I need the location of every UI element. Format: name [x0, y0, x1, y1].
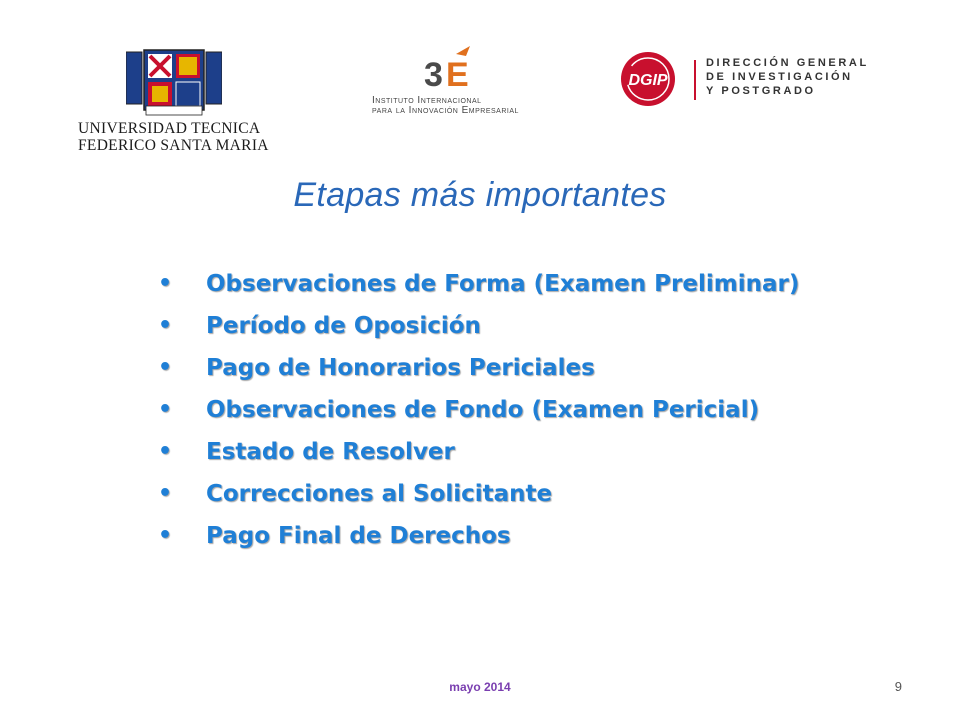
bullet-item — [158, 396, 810, 424]
iie-line1: Instituto Internacional — [372, 95, 482, 106]
bullet-dot-icon: • — [158, 481, 173, 506]
bullet-dot-icon: • — [158, 397, 173, 422]
bullet-item — [158, 312, 810, 340]
bullet-dot-icon: • — [158, 523, 173, 548]
bullet-item — [158, 438, 810, 466]
svg-text:3: 3 — [424, 56, 443, 94]
bullet-text: Pago Final de Derechos — [206, 523, 511, 549]
dgip-line2: DE INVESTIGACIÓN — [706, 71, 853, 83]
usm-name — [78, 120, 278, 154]
dgip-logo — [616, 48, 886, 108]
iie-mark-icon — [420, 46, 480, 94]
usm-logo — [78, 48, 278, 158]
bullet-text: Pago de Honorarios Periciales — [206, 355, 595, 381]
bullet-item — [158, 480, 810, 508]
dgip-line1: DIRECCIÓN GENERAL — [706, 57, 869, 69]
usm-name-line2: FEDERICO SANTA MARIA — [78, 137, 269, 154]
bullet-dot-icon: • — [158, 355, 173, 380]
dgip-badge-icon — [616, 50, 686, 108]
bullet-dot-icon: • — [158, 271, 173, 296]
bullet-item — [158, 522, 810, 550]
slide-title: Etapas más importantes — [293, 176, 667, 214]
svg-text:DGIP: DGIP — [628, 72, 668, 89]
usm-crest-icon — [126, 48, 222, 116]
bullet-text: Observaciones de Fondo (Examen Pericial) — [206, 397, 760, 423]
bullet-dot-icon: • — [158, 313, 173, 338]
dgip-line3: Y POSTGRADO — [706, 85, 816, 97]
dgip-text — [706, 56, 869, 98]
bullet-dot-icon: • — [158, 439, 173, 464]
bullet-text: Período de Oposición — [206, 313, 481, 339]
iie-line2: para la Innovación Empresarial — [372, 105, 519, 116]
bullet-item — [158, 270, 810, 298]
bullet-text: Observaciones de Forma (Examen Preliminar) — [206, 271, 800, 297]
bullet-text: Correcciones al Solicitante — [206, 481, 553, 507]
svg-text:E: E — [446, 56, 469, 94]
footer-date: mayo 2014 — [449, 680, 511, 694]
dgip-divider — [694, 60, 696, 100]
bullet-list — [158, 270, 810, 564]
iie-logo — [372, 46, 532, 116]
usm-name-line1: UNIVERSIDAD TECNICA — [78, 120, 261, 137]
page-number: 9 — [894, 679, 902, 694]
iie-text — [372, 96, 532, 116]
bullet-item — [158, 354, 810, 382]
header-logos — [0, 0, 960, 170]
bullet-text: Estado de Resolver — [206, 439, 455, 465]
